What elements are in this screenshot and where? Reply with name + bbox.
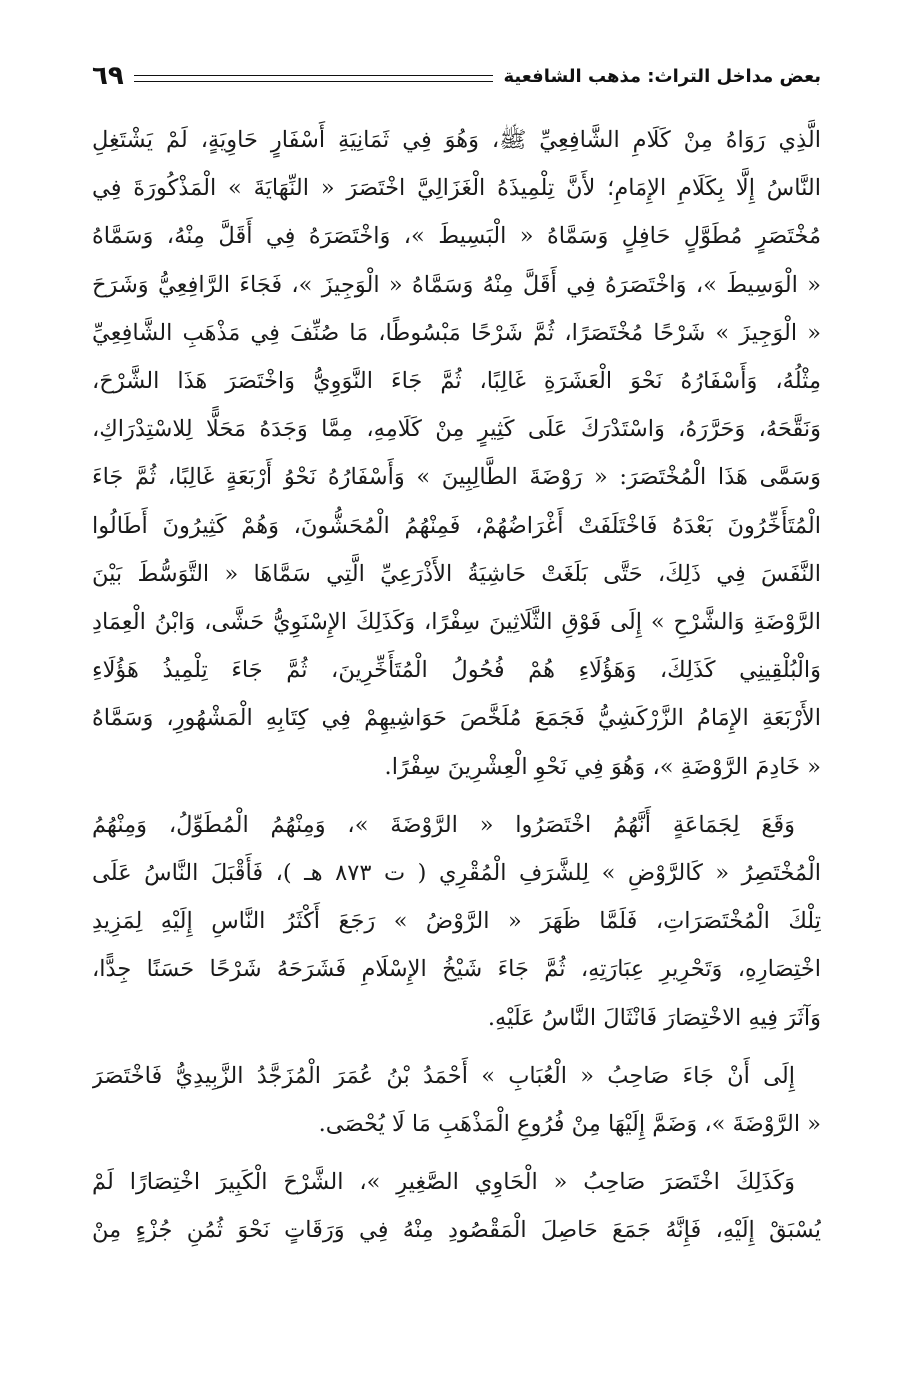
text-line: وَكَذَلِكَ اخْتَصَرَ صَاحِبُ « الْحَاوِي الصَّغِيرِ »، الشَّرْحَ الْكَبِيرَ اخْتِصَارًا لَمْ xyxy=(92,1169,795,1196)
text-line: « الْوَجِيزَ » شَرْحًا مُخْتَصَرًا، ثُمَّ شَرْحًا مَبْسُوطًا، مَا صُنِّفَ فِي مَذْهَبِ الشَّافِعِيِّ xyxy=(92,319,821,346)
text-line: الْمُتَأَخِّرُونَ بَعْدَهُ فَاخْتَلَفَتْ أَغْرَاضُهُمْ، فَمِنْهُمُ الْمُحَشُّونَ، وَهُمْ كَثِيرُونَ أَطَالُوا xyxy=(92,512,821,539)
paragraph-gap xyxy=(92,1042,821,1052)
page-number: ٦٩ xyxy=(92,61,124,91)
text-line: مُخْتَصَرٍ مُطَوَّلٍ حَافِلٍ وَسَمَّاهُ « الْبَسِيطَ »، وَاخْتَصَرَهُ فِي أَقَلَّ مِنْهُ، وَسَمَّاهُ xyxy=(92,223,821,250)
text-line: وَقَعَ لِجَمَاعَةٍ أَنَّهُمُ اخْتَصَرُوا « الرَّوْضَةَ »، وَمِنْهُمُ الْمُطَوِّلُ، وَمِنْهُمُ xyxy=(92,811,795,838)
text-line: النَّفَسَ فِي ذَلِكَ، حَتَّى بَلَغَتْ حَاشِيَةُ الأَذْرَعِيِّ الَّتِي سَمَّاهَا « التَّوَسُّطَ بَيْنَ xyxy=(92,560,821,587)
text-line: وَسَمَّى هَذَا الْمُخْتَصَرَ: « رَوْضَةَ الطَّالِبِينَ » وَأَسْفَارُهُ نَحْوُ أَرْبَعَةٍ غَالِبًا، ثُمَّ جَاءَ xyxy=(92,464,821,491)
paragraph-1 xyxy=(92,116,821,791)
paragraph-3 xyxy=(92,1052,821,1148)
text-line: « الْوَسِيطَ »، وَاخْتَصَرَهُ فِي أَقَلَّ مِنْهُ وَسَمَّاهُ « الْوَجِيزَ »، فَجَاءَ الرَّافِعِيُّ وَشَرَحَ xyxy=(92,271,821,298)
text-line: تِلْكَ الْمُخْتَصَرَاتِ، فَلَمَّا ظَهَرَ « الرَّوْضُ » رَجَعَ أَكْثَرُ النَّاسِ إِلَيْهِ لِمَزِيدِ xyxy=(92,908,821,935)
text-line: « خَادِمَ الرَّوْضَةِ »، وَهُوَ فِي نَحْوِ الْعِشْرِينَ سِفْرًا. xyxy=(384,753,821,780)
text-line: وَالْبُلْقِينِي كَذَلِكَ، وَهَؤُلَاءِ هُمْ فُحُولُ الْمُتَأَخِّرِينَ، ثُمَّ جَاءَ تِلْمِيذُ هَؤُلَاءِ xyxy=(92,657,821,684)
paragraph-gap xyxy=(92,791,821,801)
text-line: الأَرْبَعَةِ الإِمَامُ الزَّرْكَشِيُّ فَجَمَعَ مُلَخَّصَ حَوَاشِيهِمْ فِي كِتَابِهِ الْمَشْهُورِ، وَسَمَّاهُ xyxy=(92,705,821,732)
paragraph-gap xyxy=(92,1148,821,1158)
text-line: يُسْبَقْ إِلَيْهِ، فَإِنَّهُ جَمَعَ حَاصِلَ الْمَقْصُودِ مِنْهُ فِي وَرَقَاتٍ نَحْوَ ثُمُنِ جُزْءٍ مِنْ xyxy=(92,1217,821,1244)
header-double-rule xyxy=(134,75,494,82)
running-header xyxy=(92,58,821,94)
running-header-title: بعض مداخل التراث: مذهب الشافعية xyxy=(503,65,821,87)
text-line: « الرَّوْضَةَ »، وَضَمَّ إِلَيْهَا مِنْ فُرُوعِ الْمَذْهَبِ مَا لَا يُحْصَى. xyxy=(318,1111,821,1138)
text-line: الَّذِي رَوَاهُ مِنْ كَلَامِ الشَّافِعِيِّ ﷺ، وَهُوَ فِي ثَمَانِيَةِ أَسْفَارٍ حَاوِيَةٍ، لَمْ يَشْتَغِلِ xyxy=(92,127,821,153)
text-line: مِثْلُهُ، وَأَسْفَارُهُ نَحْوَ الْعَشَرَةِ غَالِبًا، ثُمَّ جَاءَ النَّوَوِيُّ وَاخْتَصَرَ هَذَا الشَّرْحَ، xyxy=(92,368,821,395)
text-line: إِلَى أَنْ جَاءَ صَاحِبُ « الْعُبَابِ » أَحْمَدُ بْنُ عُمَرَ الْمُزَجَّدُ الزَّبِيدِيُّ فَاخْتَصَرَ xyxy=(92,1062,795,1089)
paragraph-2 xyxy=(92,801,821,1042)
paragraph-4 xyxy=(92,1158,821,1254)
body-text xyxy=(92,116,821,1255)
text-line: وَنَقَّحَهُ، وَحَرَّرَهُ، وَاسْتَدْرَكَ عَلَى كَثِيرٍ مِنْ كَلَامِهِ، مِمَّا وَجَدَهُ مَحَلًّا لِلاسْتِدْرَاكِ، xyxy=(92,416,821,443)
text-line: الْمُخْتَصِرُ « كَالرَّوْضِ » لِلشَّرَفِ الْمُقْرِي ( ت ٨٧٣ هـ )، فَأَقْبَلَ النَّاسُ عَلَى xyxy=(92,860,821,887)
text-line: الرَّوْضَةِ وَالشَّرْحِ » إِلَى فَوْقِ الثَّلَاثِينَ سِفْرًا، وَكَذَلِكَ الإِسْنَوِيُّ حَشَّى، وَابْنُ الْعِمَادِ xyxy=(92,609,821,636)
text-line: اخْتِصَارِهِ، وَتَحْرِيرِ عِبَارَتِهِ، ثُمَّ جَاءَ شَيْخُ الإِسْلَامِ فَشَرَحَهُ شَرْحًا حَسَنًا جِدًّا، xyxy=(92,956,821,983)
text-line: النَّاسُ إِلَّا بِكَلَامِ الإِمَامِ؛ لأَنَّ تِلْمِيذَهُ الْغَزَالِيَّ اخْتَصَرَ « النِّهَايَةَ » الْمَذْكُورَةَ فِي xyxy=(92,175,821,202)
text-line: وَآثَرَ فِيهِ الاخْتِصَارَ فَانْثَالَ النَّاسُ عَلَيْهِ. xyxy=(487,1004,821,1031)
